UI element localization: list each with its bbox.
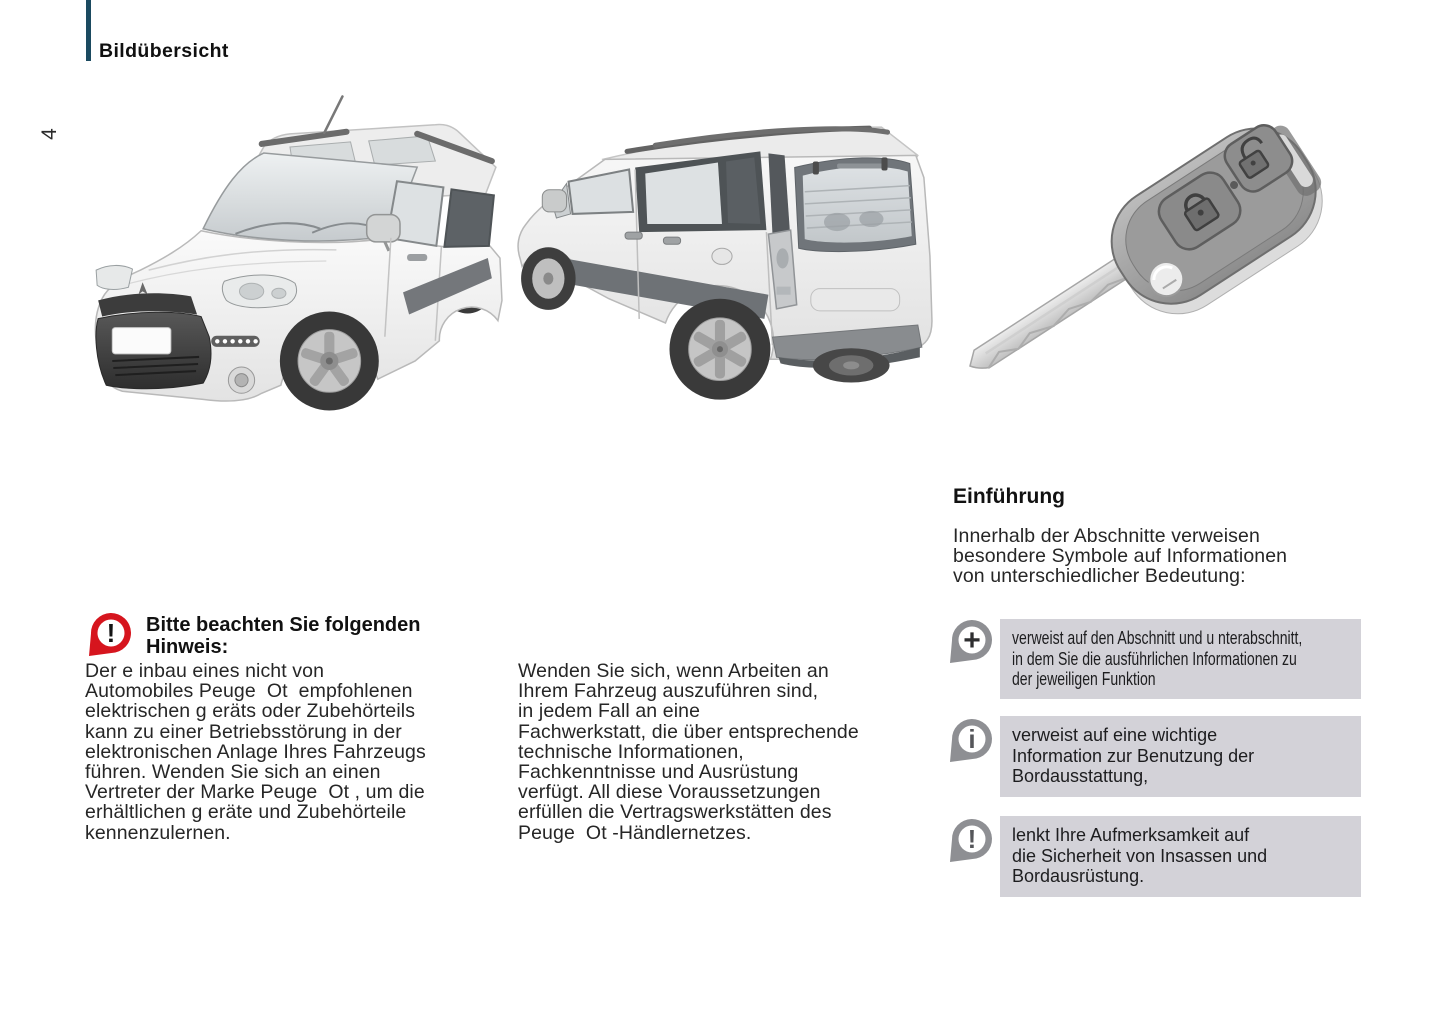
fuel-cap: [712, 248, 732, 264]
license-plate: [112, 328, 171, 354]
door-handle: [663, 237, 680, 244]
alert-icon: [947, 817, 995, 865]
key-blade: [964, 251, 1140, 376]
notice-heading-line: Bitte beachten Sie folgenden: [146, 614, 421, 636]
text-line: Automobiles Peuge Ot empfohlenen: [85, 680, 413, 703]
text-line: Wenden Sie sich, wenn Arbeiten an: [518, 660, 829, 682]
text-line: elektrischen g eräts oder Zubehörteils: [85, 700, 416, 723]
van-front-three-quarter-illustration: [82, 86, 506, 430]
text-line: Vertreter der Marke Peuge Ot , um die: [85, 781, 425, 804]
van-front-svg: [82, 86, 506, 430]
text-line: der jeweiligen Funktion: [1012, 669, 1156, 689]
text-line: von unterschiedlicher Bedeutung:: [953, 565, 1246, 588]
notice-heading: [146, 614, 420, 658]
svg-text:i: i: [968, 724, 976, 754]
intro-paragraph: [953, 526, 1287, 587]
text-line: Innerhalb der Abschnitte verweisen: [953, 525, 1260, 547]
rear-wiper: [813, 161, 819, 174]
svg-text:!: !: [106, 618, 116, 648]
rear-wiper: [881, 157, 887, 170]
intro-heading: Einführung: [953, 485, 1065, 508]
svg-text:!: !: [967, 824, 977, 854]
text-line: verfügt. All diese Voraussetzungen: [518, 781, 821, 804]
headlight-left: [96, 265, 132, 289]
text-line: Fachkenntnisse und Ausrüstung: [518, 761, 799, 784]
door-mirror: [367, 215, 400, 242]
door-handle: [407, 254, 427, 261]
spare-wheel: [813, 348, 890, 382]
antenna: [324, 96, 342, 132]
front-door-window: [569, 170, 634, 214]
page-title: Bildübersicht: [99, 40, 229, 62]
text-line: erfüllen die Vertragswerkstätten des: [518, 801, 832, 824]
symbol-note-text: [1012, 628, 1355, 690]
van-rear-three-quarter-illustration: [512, 104, 936, 444]
side-window-rear: [444, 189, 493, 247]
rear-van-front-wheel: [521, 247, 576, 310]
headlight-right: [222, 275, 296, 308]
warning-exclamation-icon: [86, 611, 134, 659]
key-svg: [962, 98, 1344, 400]
text-line: Fachwerkstatt, die über entsprechende: [518, 720, 859, 743]
door-handle: [625, 232, 642, 239]
van-rear-svg: [512, 104, 936, 444]
front-van-front-wheel: [280, 312, 379, 411]
text-line: erhältlichen g eräte und Zubehörteile: [85, 801, 407, 824]
remote-flip-key-illustration: [962, 98, 1344, 400]
notice-heading-line: Hinweis:: [146, 636, 229, 658]
tailgate-recess: [811, 289, 900, 311]
text-line: lenkt Ihre Aufmerksamkeit auf: [1012, 825, 1250, 845]
text-line: elektronischen Anlage Ihres Fahrzeugs: [85, 740, 426, 763]
fog-light: [228, 367, 254, 393]
rear-van-rear-wheel: [669, 299, 770, 400]
info-icon: [947, 717, 995, 765]
text-line: Der e inbau eines nicht von: [85, 660, 325, 682]
header-accent-line: [86, 0, 91, 61]
text-line: Peuge Ot -Händlernetzes.: [518, 821, 752, 844]
text-line: in dem Sie die ausführlichen Informationen zu: [1012, 648, 1297, 669]
door-mirror: [542, 190, 566, 212]
symbol-note-info: [1000, 716, 1361, 797]
text-line: verweist auf den Abschnitt und u nterabschnitt,: [1012, 628, 1303, 648]
text-line: besondere Symbole auf Informationen: [953, 545, 1288, 568]
text-line: kann zu einer Betriebsstörung in der: [85, 720, 402, 743]
text-line: verweist auf eine wichtige: [1012, 725, 1218, 745]
svg-text:+: +: [963, 624, 981, 657]
text-line: Ihrem Fahrzeug auszuführen sind,: [518, 680, 819, 703]
rear-window: [795, 157, 916, 251]
text-line: Bordausrüstung.: [1012, 866, 1145, 886]
text-line: Information zur Benutzung der: [1012, 745, 1255, 766]
notice-paragraph: [85, 661, 426, 843]
text-line: technische Informationen,: [518, 740, 744, 763]
text-line: Bordausstattung,: [1012, 766, 1149, 786]
symbol-note-section: [1000, 619, 1361, 699]
workshop-paragraph: [518, 661, 859, 843]
page-number: 4: [38, 128, 61, 140]
plus-icon: [947, 618, 995, 666]
text-line: in jedem Fall an eine: [518, 700, 701, 723]
text-line: kennenzulernen.: [85, 821, 231, 844]
symbol-note-alert: [1000, 816, 1361, 897]
text-line: die Sicherheit von Insassen und: [1012, 845, 1268, 866]
led-daylights: [211, 336, 259, 347]
text-line: führen. Wenden Sie sich an einen: [85, 761, 381, 784]
